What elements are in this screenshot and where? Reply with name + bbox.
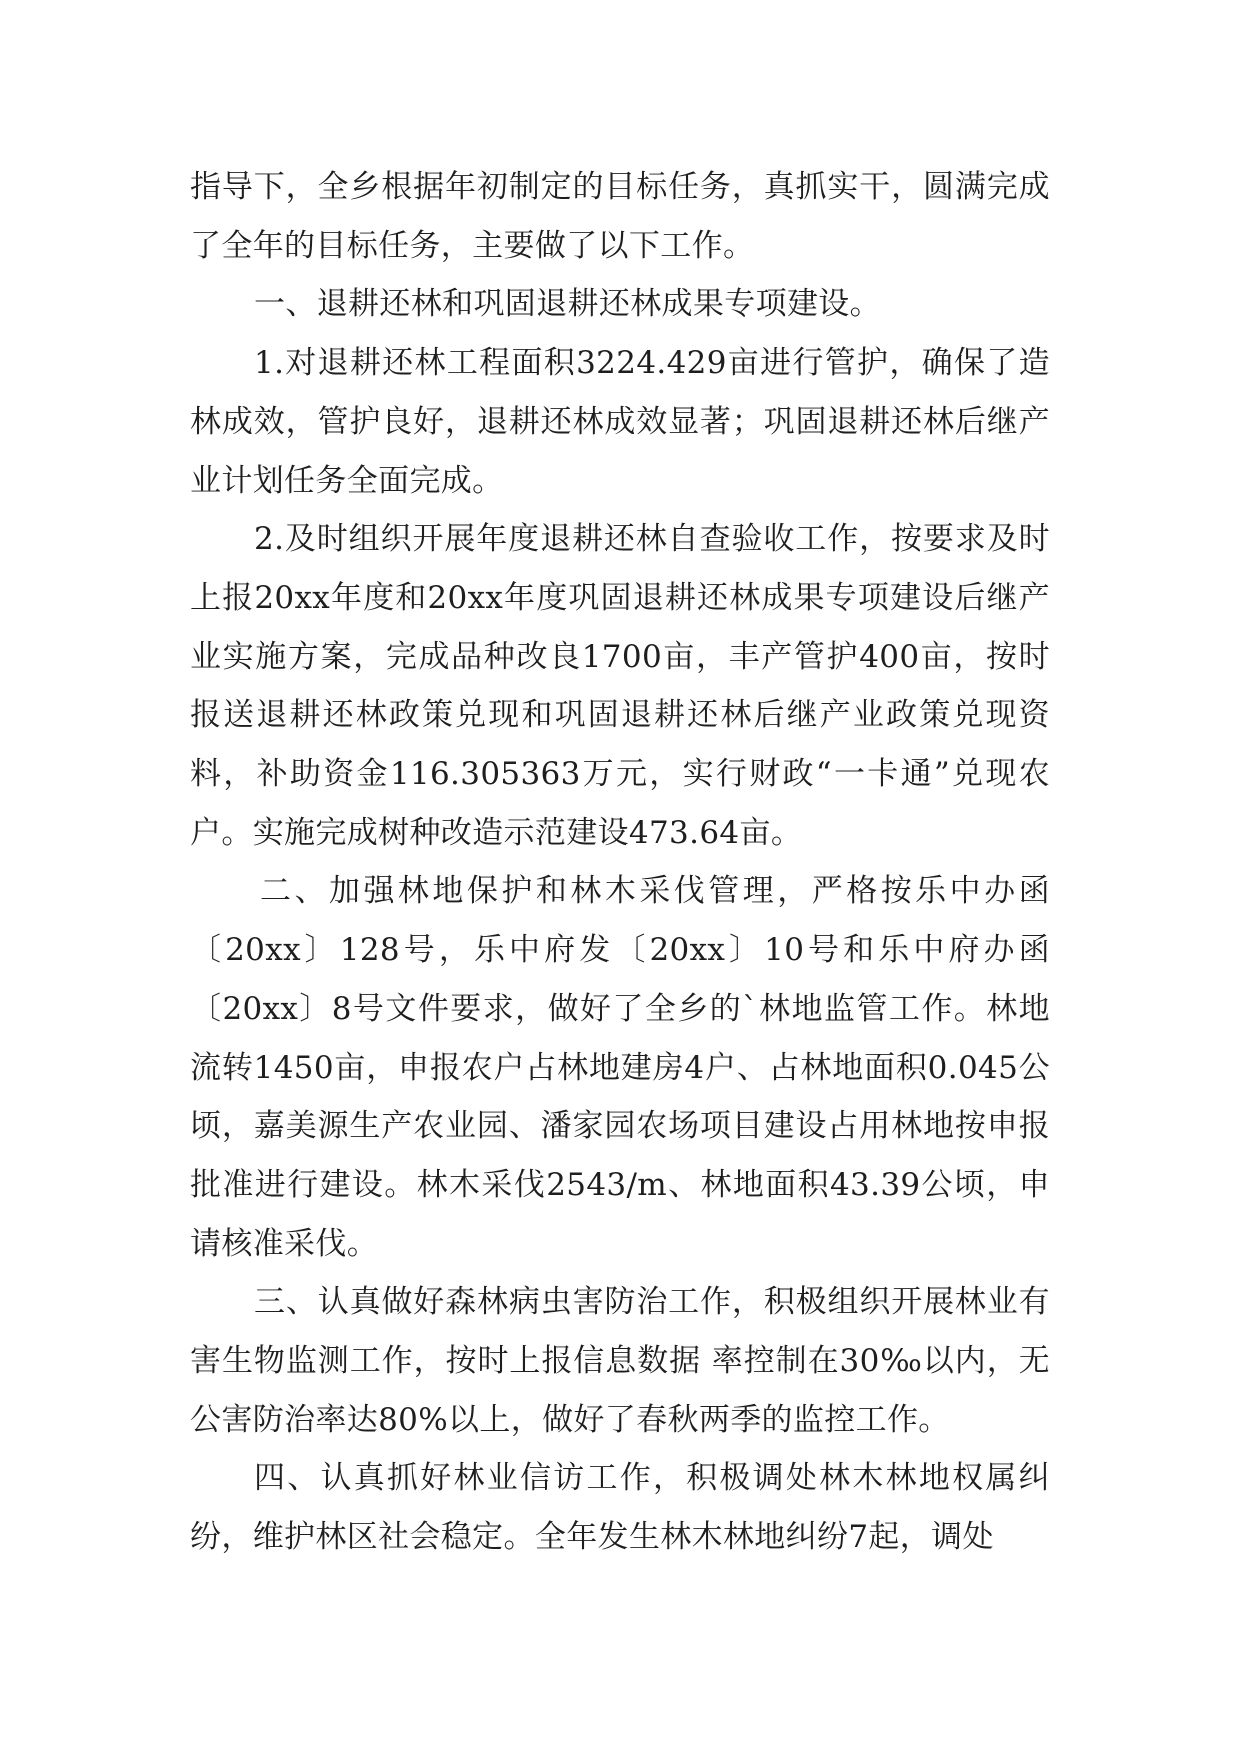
section-heading-1: 一、退耕还林和巩固退耕还林成果专项建设。 [254,286,881,323]
paragraph-item-1: 1.对退耕还林工程面积3224.429亩进行管护，确保了造林成效，管护良好，退耕还林成效显著；巩固退耕还林后继产业计划任务全面完成。 [190,345,1050,499]
paragraph-continuation: 指导下，全乡根据年初制定的目标任务，真抓实干，圆满完成了全年的目标任务，主要做了以下工作。 [190,169,1050,264]
document-body [190,158,1050,1567]
paragraph-item-2: 2.及时组织开展年度退耕还林自查验收工作，按要求及时上报20xx年度和20xx年度巩固退耕还林成果专项建设后继产业实施方案，完成品种改良1700亩，丰产管护400亩，按时报送退耕还林政策兑现和巩固退耕还林后继产业政策兑现资料，补助资金116.305363万元，实行财政“一卡通”兑现农户。实施完成树种改造示范建设473.64亩。 [190,521,1050,851]
section-3-paragraph: 三、认真做好森林病虫害防治工作，积极组织开展林业有害生物监测工作，按时上报信息数据 率控制在30‰以内，无公害防治率达80%以上，做好了春秋两季的监控工作。 [190,1284,1050,1438]
section-2-paragraph: 二、加强林地保护和林木采伐管理，严格按乐中办函〔20xx〕128号，乐中府发〔20xx〕10号和乐中府办函〔20xx〕8号文件要求，做好了全乡的`林地监管工作。林地流转1450亩，申报农户占林地建房4户、占林地面积0.045公顷，嘉美源生产农业园、潘家园农场项目建设占用林地按申报批准进行建设。林木采伐2543/m、林地面积43.39公顷，申请核准采伐。 [190,873,1050,1262]
section-4-paragraph: 四、认真抓好林业信访工作，积极调处林木林地权属纠纷，维护林区社会稳定。全年发生林木林地纠纷7起，调处 [190,1460,1050,1556]
